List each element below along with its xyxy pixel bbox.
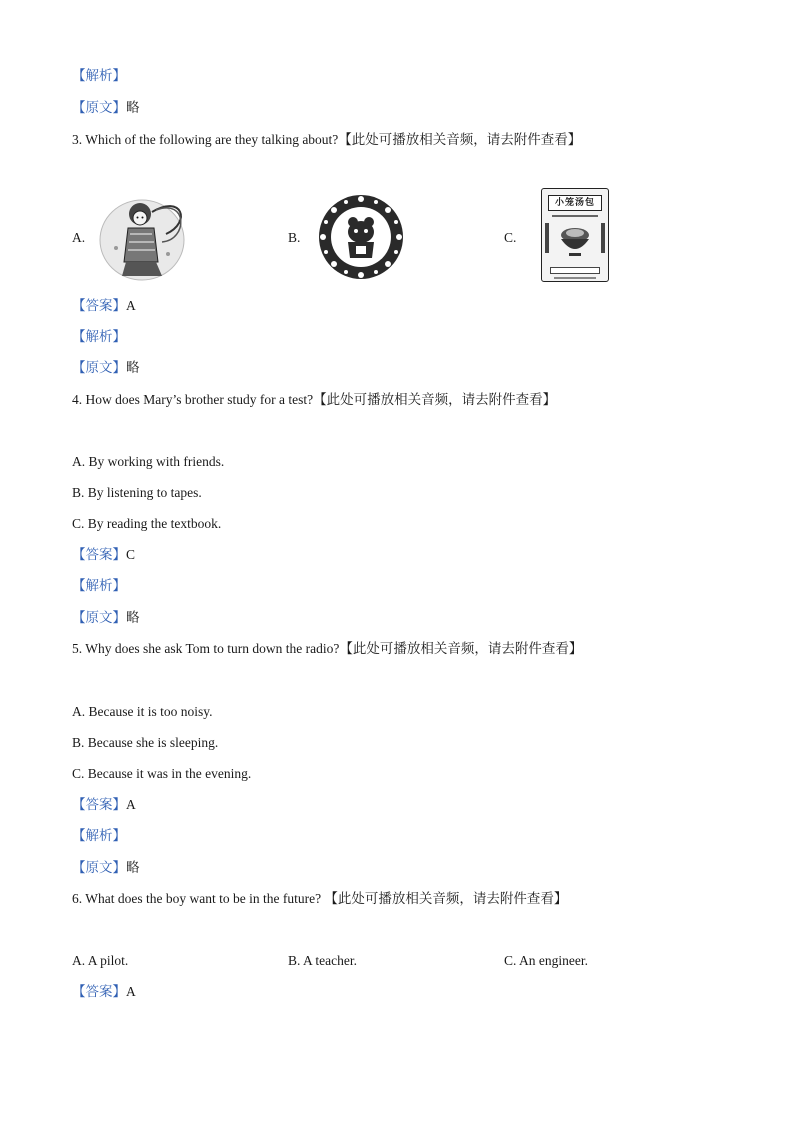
question-5: 5. Why does she ask Tom to turn down the radio?【此处可播放相关音频，请去附件查看】: [72, 641, 583, 656]
peking-opera-figure-image: [96, 192, 188, 282]
original-text-row: 【原文】略: [72, 100, 140, 115]
dumpling-bowl-icon: [543, 219, 607, 265]
answer-row: 【答案】A: [72, 298, 136, 313]
question-6: 6. What does the boy want to be in the future? 【此处可播放相关音频，请去附件查看】: [72, 891, 568, 906]
analysis-label: 【解析】: [72, 828, 126, 843]
option-c-label: C.: [504, 230, 517, 245]
original-text-row: 【原文】略: [72, 860, 140, 875]
option-c: C. Because it was in the evening.: [72, 766, 252, 781]
option-a: A. Because it is too noisy.: [72, 704, 213, 719]
answer-row: 【答案】A: [72, 797, 136, 812]
option-b: B. Because she is sleeping.: [72, 735, 219, 750]
paper-cutting-panda-image: [316, 192, 406, 282]
analysis-label: 【解析】: [72, 329, 126, 344]
soup-dumpling-poster-image: [541, 188, 609, 282]
poster-title: 小笼汤包: [548, 195, 602, 211]
question-3: 3. Which of the following are they talking about?【此处可播放相关音频，请去附件查看】: [72, 132, 582, 147]
original-text-row: 【原文】略: [72, 360, 140, 375]
option-b-label: B.: [288, 230, 301, 245]
option-c: C. An engineer.: [504, 953, 588, 968]
answer-row: 【答案】A: [72, 984, 136, 999]
option-b: B. A teacher.: [288, 953, 357, 968]
option-a-label: A.: [72, 230, 86, 245]
answer-row: 【答案】C: [72, 547, 136, 562]
option-a: A. A pilot.: [72, 953, 129, 968]
option-c: C. By reading the textbook.: [72, 516, 222, 531]
option-b: B. By listening to tapes.: [72, 485, 202, 500]
question-4: 4. How does Mary’s brother study for a test?【此处可播放相关音频，请去附件查看】: [72, 392, 557, 407]
original-text-row: 【原文】略: [72, 610, 140, 625]
option-a: A. By working with friends.: [72, 454, 225, 469]
analysis-label: 【解析】: [72, 68, 126, 83]
analysis-label: 【解析】: [72, 578, 126, 593]
